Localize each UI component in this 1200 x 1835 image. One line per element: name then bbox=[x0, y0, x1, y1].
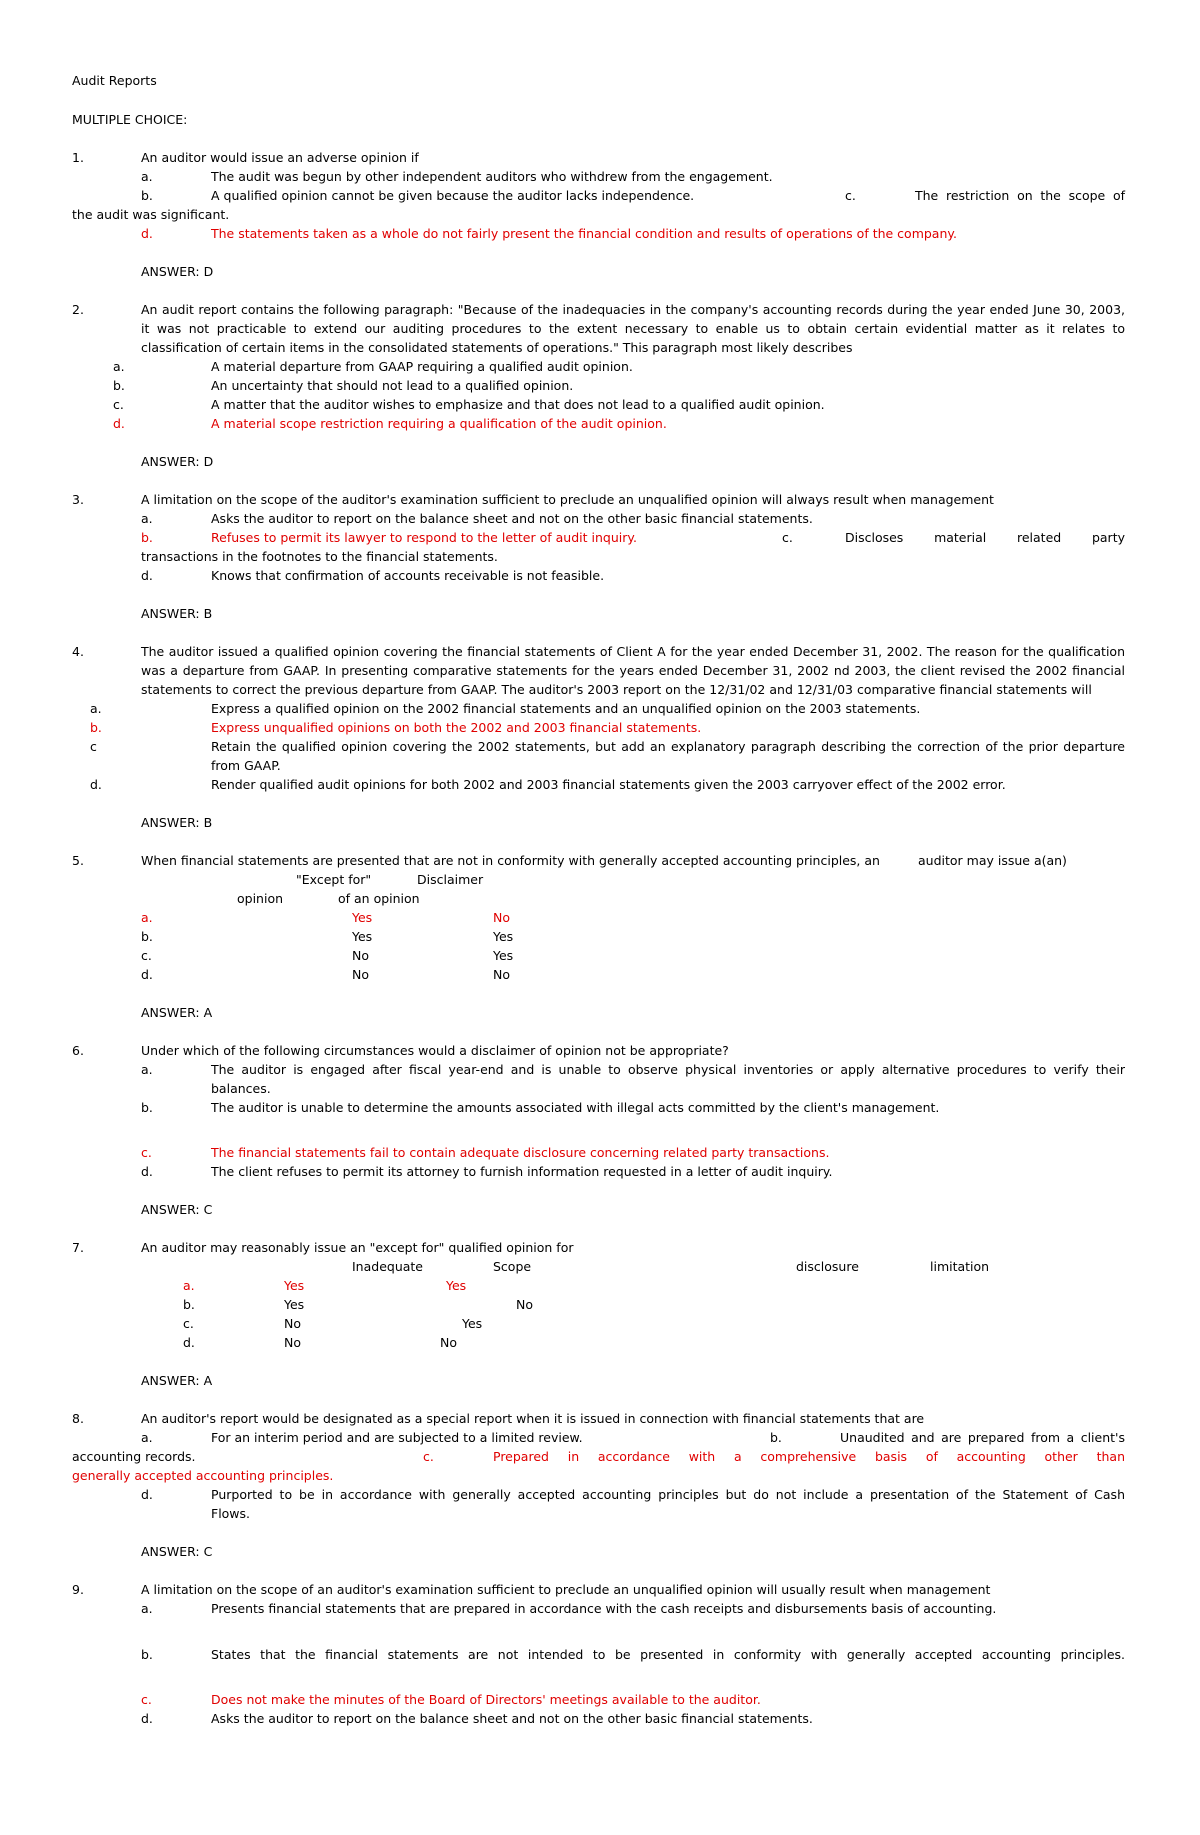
option-text-correct: Prepared in accordance with a comprehensive basis of accounting other than bbox=[493, 1449, 1125, 1464]
table-cell: Yes bbox=[462, 1316, 483, 1331]
option-label-correct: d. bbox=[141, 226, 153, 241]
option-label: d. bbox=[141, 1487, 153, 1502]
table-header: disclosure bbox=[796, 1259, 859, 1274]
question-stem: The auditor issued a qualified opinion covering the financial statements of Client A for the year ended December 31, 2002. The reason for the qualification bbox=[141, 644, 1125, 659]
table-cell: No bbox=[284, 1316, 301, 1331]
option-text: A material departure from GAAP requiring a qualified audit opinion. bbox=[211, 359, 633, 374]
option-label: d. bbox=[141, 1711, 153, 1726]
option-text-correct: Refuses to permit its lawyer to respond to the letter of audit inquiry. bbox=[211, 530, 637, 545]
table-header: limitation bbox=[930, 1259, 990, 1274]
option-text: A qualified opinion cannot be given because the auditor lacks independence. bbox=[211, 188, 695, 203]
question-number: 1. bbox=[72, 150, 84, 165]
question-stem: An auditor may reasonably issue an "except for" qualified opinion for bbox=[141, 1240, 574, 1255]
option-label: c. bbox=[782, 530, 793, 545]
option-text: Unaudited and are prepared from a client's bbox=[840, 1430, 1125, 1445]
option-text-correct: Does not make the minutes of the Board of Directors' meetings available to the auditor. bbox=[211, 1692, 761, 1707]
option-label: b. bbox=[770, 1430, 782, 1445]
question-stem: was a departure from GAAP. In presenting comparative statements for the years ended December 31, 2002 nd 2003, the client revised the 2002 financial bbox=[141, 663, 1125, 678]
option-label: b. bbox=[141, 1647, 153, 1662]
option-label-correct: c. bbox=[141, 1692, 152, 1707]
option-text: Presents financial statements that are prepared in accordance with the cash receipts and disbursements basis of accounting. bbox=[211, 1601, 997, 1616]
option-text: A matter that the auditor wishes to emphasize and that does not lead to a qualified audit opinion. bbox=[211, 397, 825, 412]
option-label: b. bbox=[141, 1100, 153, 1115]
question-stem: classification of certain items in the consolidated statements of operations." This paragraph most likely describes bbox=[141, 340, 853, 355]
table-row-label-correct: a. bbox=[183, 1278, 195, 1293]
table-row-label: b. bbox=[183, 1297, 195, 1312]
page-title: Audit Reports bbox=[72, 73, 157, 88]
option-label: d. bbox=[141, 568, 153, 583]
answer-key: ANSWER: C bbox=[141, 1202, 213, 1217]
question-stem: A limitation on the scope of the auditor's examination sufficient to preclude an unqualified opinion will always result when management bbox=[141, 492, 994, 507]
question-stem: Under which of the following circumstances would a disclaimer of opinion not be appropriate? bbox=[141, 1043, 729, 1058]
question-stem: auditor may issue a(an) bbox=[918, 853, 1067, 868]
option-text: Render qualified audit opinions for both 2002 and 2003 financial statements given the 2003 carryover effect of the 2002 error. bbox=[211, 777, 1006, 792]
question-stem: it was not practicable to extend our auditing procedures to the extent necessary to enable us to obtain certain evidential matter as it relates to bbox=[141, 321, 1125, 336]
option-text: The auditor is engaged after fiscal year-end and is unable to observe physical inventories or apply alternative procedures to verify their bbox=[211, 1062, 1125, 1077]
option-text: States that the financial statements are not intended to be presented in conformity with generally accepted accounting principles. bbox=[211, 1647, 1125, 1662]
table-cell: No bbox=[352, 967, 369, 982]
table-header: Scope bbox=[493, 1259, 532, 1274]
option-label: a. bbox=[141, 511, 153, 526]
table-header: "Except for" bbox=[296, 872, 372, 887]
option-text: from GAAP. bbox=[211, 758, 281, 773]
option-text: Knows that confirmation of accounts receivable is not feasible. bbox=[211, 568, 605, 583]
option-text: The restriction on the scope of bbox=[915, 188, 1125, 203]
answer-key: ANSWER: A bbox=[141, 1005, 213, 1020]
table-row-label: d. bbox=[183, 1335, 195, 1350]
option-label-correct: d. bbox=[113, 416, 125, 431]
option-label-correct: b. bbox=[90, 720, 102, 735]
answer-key: ANSWER: A bbox=[141, 1373, 213, 1388]
table-row-label: c. bbox=[141, 948, 152, 963]
answer-key: ANSWER: C bbox=[141, 1544, 213, 1559]
table-cell: Yes bbox=[493, 929, 514, 944]
option-text: Flows. bbox=[211, 1506, 251, 1521]
table-cell: No bbox=[352, 948, 369, 963]
option-text: The client refuses to permit its attorney to furnish information requested in a letter of audit inquiry. bbox=[211, 1164, 833, 1179]
table-header: of an opinion bbox=[338, 891, 420, 906]
question-number: 9. bbox=[72, 1582, 84, 1597]
question-number: 7. bbox=[72, 1240, 84, 1255]
option-label-correct: b. bbox=[141, 530, 153, 545]
question-stem: An audit report contains the following paragraph: "Because of the inadequacies in the company's accounting records during the year ended June 30, 2003, bbox=[141, 302, 1125, 317]
option-label: c. bbox=[113, 397, 124, 412]
question-number: 6. bbox=[72, 1043, 84, 1058]
option-text: transactions in the footnotes to the financial statements. bbox=[141, 549, 498, 564]
option-label-correct: c. bbox=[141, 1145, 152, 1160]
table-row-label: d. bbox=[141, 967, 153, 982]
option-text-correct: The financial statements fail to contain adequate disclosure concerning related party transactions. bbox=[211, 1145, 830, 1160]
option-text: The audit was begun by other independent auditors who withdrew from the engagement. bbox=[211, 169, 773, 184]
option-label: a. bbox=[90, 701, 102, 716]
option-text: Discloses material related party bbox=[845, 530, 1125, 545]
option-text: Retain the qualified opinion covering the 2002 statements, but add an explanatory paragraph describing the correction of the prior departure bbox=[211, 739, 1125, 754]
question-number: 2. bbox=[72, 302, 84, 317]
question-stem: A limitation on the scope of an auditor's examination sufficient to preclude an unqualified opinion will usually result when management bbox=[141, 1582, 991, 1597]
option-text: An uncertainty that should not lead to a qualified opinion. bbox=[211, 378, 574, 393]
option-text: Asks the auditor to report on the balance sheet and not on the other basic financial statements. bbox=[211, 511, 813, 526]
table-header: Disclaimer bbox=[417, 872, 484, 887]
option-text: balances. bbox=[211, 1081, 271, 1096]
table-header: opinion bbox=[237, 891, 284, 906]
question-number: 4. bbox=[72, 644, 84, 659]
option-text-correct: generally accepted accounting principles. bbox=[72, 1468, 334, 1483]
option-text: Express a qualified opinion on the 2002 financial statements and an unqualified opinion on the 2003 statements. bbox=[211, 701, 921, 716]
option-text: the audit was significant. bbox=[72, 207, 230, 222]
option-label: b. bbox=[113, 378, 125, 393]
option-label: a. bbox=[113, 359, 125, 374]
option-text-correct: A material scope restriction requiring a qualification of the audit opinion. bbox=[211, 416, 667, 431]
answer-key: ANSWER: B bbox=[141, 606, 213, 621]
question-number: 8. bbox=[72, 1411, 84, 1426]
option-label: c bbox=[90, 739, 97, 754]
question-stem: statements to correct the previous departure from GAAP. The auditor's 2003 report on the 12/31/02 and 12/31/03 comparative financial statements will bbox=[141, 682, 1092, 697]
question-stem: When financial statements are presented that are not in conformity with generally accepted accounting principles, an bbox=[141, 853, 880, 868]
option-label: a. bbox=[141, 1430, 153, 1445]
option-label: d. bbox=[90, 777, 102, 792]
question-number: 5. bbox=[72, 853, 84, 868]
option-label: c. bbox=[845, 188, 856, 203]
table-cell: No bbox=[493, 967, 510, 982]
table-cell-correct: Yes bbox=[352, 910, 373, 925]
option-text: For an interim period and are subjected to a limited review. bbox=[211, 1430, 583, 1445]
table-cell: No bbox=[284, 1335, 301, 1350]
table-cell: Yes bbox=[284, 1297, 305, 1312]
option-label: d. bbox=[141, 1164, 153, 1179]
table-header: Inadequate bbox=[352, 1259, 424, 1274]
table-row-label: c. bbox=[183, 1316, 194, 1331]
option-label: a. bbox=[141, 169, 153, 184]
option-label-correct: c. bbox=[423, 1449, 434, 1464]
option-text: Purported to be in accordance with generally accepted accounting principles but do not include a presentation of the Statement of Cash bbox=[211, 1487, 1125, 1502]
table-cell: No bbox=[440, 1335, 457, 1350]
option-label: b. bbox=[141, 188, 153, 203]
option-text: The auditor is unable to determine the amounts associated with illegal acts committed by the client's management. bbox=[211, 1100, 940, 1115]
question-stem: An auditor's report would be designated as a special report when it is issued in connection with financial statements that are bbox=[141, 1411, 925, 1426]
answer-key: ANSWER: D bbox=[141, 454, 214, 469]
table-cell: No bbox=[516, 1297, 533, 1312]
option-text: Asks the auditor to report on the balance sheet and not on the other basic financial statements. bbox=[211, 1711, 813, 1726]
table-cell: Yes bbox=[493, 948, 514, 963]
table-cell-correct: Yes bbox=[446, 1278, 467, 1293]
option-label: a. bbox=[141, 1062, 153, 1077]
answer-key: ANSWER: D bbox=[141, 264, 214, 279]
option-text-correct: Express unqualified opinions on both the 2002 and 2003 financial statements. bbox=[211, 720, 702, 735]
question-number: 3. bbox=[72, 492, 84, 507]
table-row-label-correct: a. bbox=[141, 910, 153, 925]
question-stem: An auditor would issue an adverse opinion if bbox=[141, 150, 419, 165]
answer-key: ANSWER: B bbox=[141, 815, 213, 830]
table-cell-correct: Yes bbox=[284, 1278, 305, 1293]
table-cell: Yes bbox=[352, 929, 373, 944]
table-cell-correct: No bbox=[493, 910, 510, 925]
option-label: a. bbox=[141, 1601, 153, 1616]
option-text-correct: The statements taken as a whole do not fairly present the financial condition and results of operations of the company. bbox=[211, 226, 957, 241]
section-heading: MULTIPLE CHOICE: bbox=[72, 112, 188, 127]
option-text: accounting records. bbox=[72, 1449, 196, 1464]
table-row-label: b. bbox=[141, 929, 153, 944]
